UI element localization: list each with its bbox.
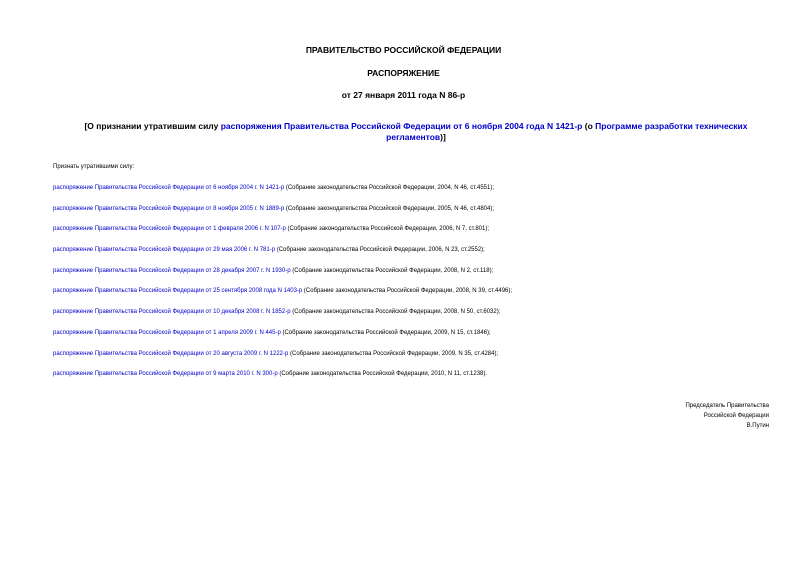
document-type-heading: РАСПОРЯЖЕНИЕ <box>367 68 440 78</box>
order-source: (Собрание законодательства Российской Федерации, 2008, N 50, ст.6032); <box>290 309 501 316</box>
order-source: (Собрание законодательства Российской Федерации, 2008, N 39, ст.4496); <box>302 288 513 295</box>
order-source: (Собрание законодательства Российской Федерации, 2010, N 11, ст.1238). <box>277 371 488 378</box>
list-item <box>53 308 512 329</box>
order-link[interactable]: распоряжение Правительства Российской Федерации от 20 августа 2009 г. N 1222-р <box>53 350 289 357</box>
order-link[interactable]: распоряжение Правительства Российской Федерации от 28 декабря 2007 г. N 1930-р <box>53 267 291 274</box>
subject-close-text: )] <box>440 132 446 142</box>
subject-link-order[interactable]: распоряжения Правительства Российской Федерации от 6 ноября 2004 года N 1421-р <box>220 121 583 131</box>
document-date-number: от 27 января 2011 года N 86-р <box>341 90 466 100</box>
list-item <box>53 205 512 226</box>
order-source: (Собрание законодательства Российской Федерации, 2006, N 7, ст.801); <box>285 226 490 233</box>
order-link[interactable]: распоряжение Правительства Российской Федерации от 8 ноября 2005 г. N 1889-р <box>53 205 285 212</box>
list-item <box>53 184 512 205</box>
order-link[interactable]: распоряжение Правительства Российской Федерации от 9 марта 2010 г. N 300-р <box>53 371 278 378</box>
order-link[interactable]: распоряжение Правительства Российской Федерации от 1 апреля 2009 г. N 445-р <box>53 329 281 336</box>
order-source: (Собрание законодательства Российской Федерации, 2009, N 15, ст.1846); <box>280 329 491 336</box>
order-source: (Собрание законодательства Российской Федерации, 2008, N 2, ст.118); <box>290 267 494 274</box>
list-item <box>53 267 512 288</box>
order-source: (Собрание законодательства Российской Федерации, 2005, N 46, ст.4804); <box>284 205 494 212</box>
order-link[interactable]: распоряжение Правительства Российской Федерации от 10 декабря 2008 г. N 1852-р <box>53 309 291 316</box>
order-link[interactable]: распоряжение Правительства Российской Федерации от 6 ноября 2004 г. N 1421-р <box>53 185 285 191</box>
subject-mid-text: (о <box>582 121 596 131</box>
subject-link-program[interactable]: Программе разработки технических регламентов <box>386 121 748 142</box>
list-item <box>53 246 512 267</box>
list-item <box>53 329 512 350</box>
signature-block <box>685 401 769 431</box>
document-subject <box>60 121 772 143</box>
order-source: (Собрание законодательства Российской Федерации, 2006, N 23, ст.2552); <box>275 247 485 254</box>
subject-open-text: [О признании утратившим силу <box>84 121 221 131</box>
order-source: (Собрание законодательства Российской Федерации, 2004, N 46, ст.4551); <box>284 185 494 191</box>
list-item <box>53 370 512 391</box>
order-link[interactable]: распоряжение Правительства Российской Федерации от 25 сентября 2008 года N 1403-р <box>53 288 303 295</box>
order-link[interactable]: распоряжение Правительства Российской Федерации от 29 мая 2006 г. N 781-р <box>53 247 276 254</box>
issuer-heading: ПРАВИТЕЛЬСТВО РОССИЙСКОЙ ФЕДЕРАЦИИ <box>305 45 502 55</box>
list-item <box>53 225 512 246</box>
order-source: (Собрание законодательства Российской Федерации, 2009, N 35, ст.4284); <box>288 350 499 357</box>
list-item <box>53 350 512 371</box>
order-link[interactable]: распоряжение Правительства Российской Федерации от 1 февраля 2006 г. N 107-р <box>53 226 286 233</box>
intro-text: Признать утратившими силу: <box>53 164 135 170</box>
signatory-title-line1: Председатель Правительства <box>685 403 769 409</box>
signatory-name: В.Путин <box>746 423 769 429</box>
repealed-orders-list <box>53 184 512 391</box>
list-item <box>53 287 512 308</box>
signatory-title-line2: Российской Федерации <box>703 413 769 419</box>
